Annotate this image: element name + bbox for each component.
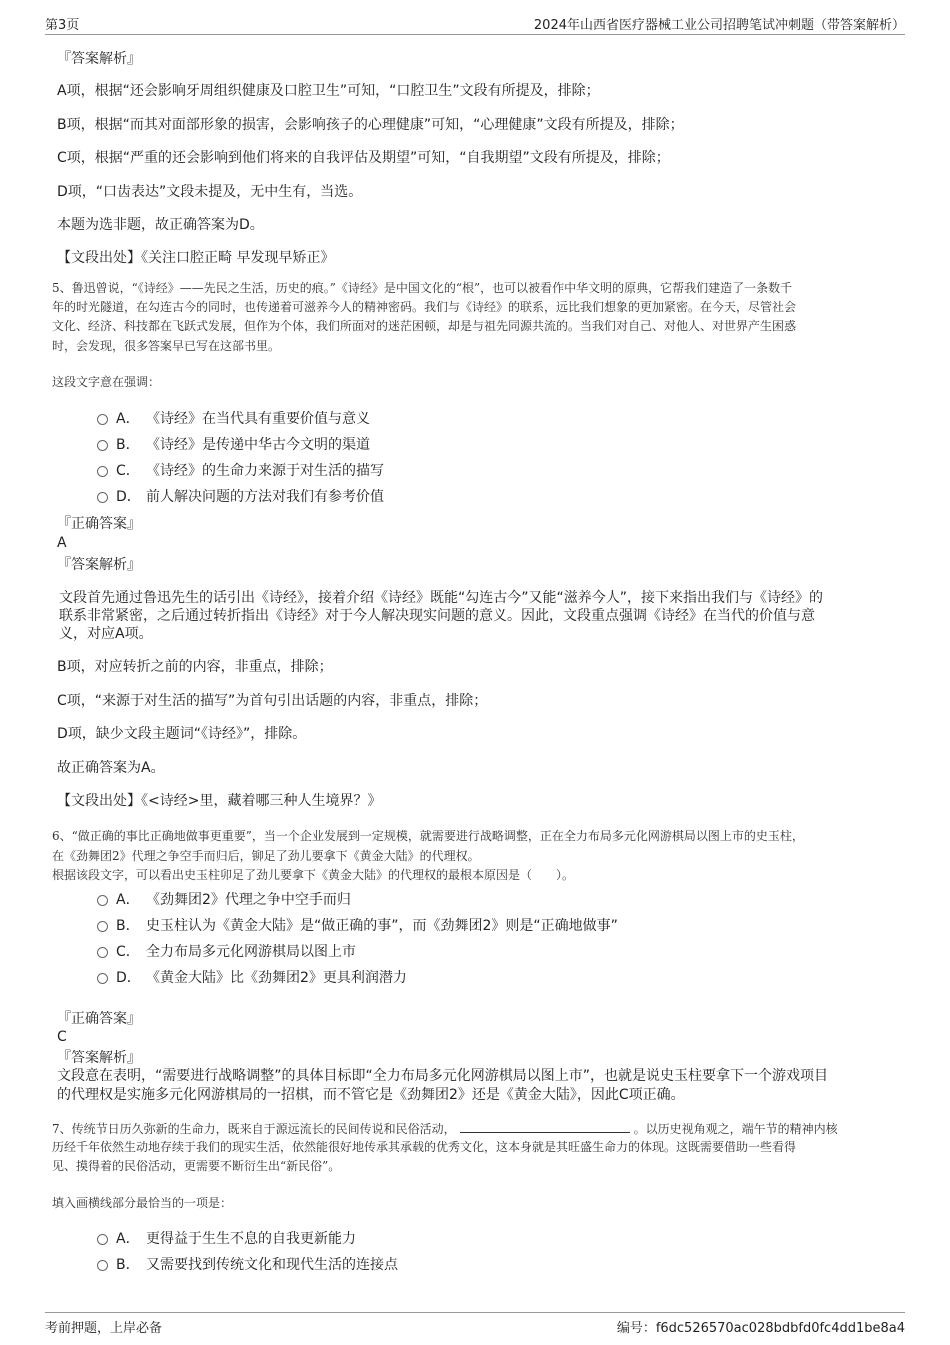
document-title: 2024年山西省医疗器械工业公司招聘笔试冲刺题（带答案解析） (533, 18, 905, 33)
q6-analysis-line2: 的代理权是实施多元化网游棋局的一招棋，而不管它是《劲舞团2》还是《黄金大陆》，因此C项正确。 (57, 1087, 685, 1103)
radio-icon[interactable] (97, 1260, 108, 1271)
q4-analysis-d: D项，“口齿表达”文段未提及，无中生有，当选。 (57, 184, 363, 200)
radio-icon[interactable] (97, 895, 108, 906)
q5-stem-line4: 时，会发现，很多答案早已写在这部书里。 (52, 339, 281, 353)
document-code: 编号：f6dc526570ac028bdbfd0fc4dd1be8a4 (616, 1321, 905, 1336)
radio-icon[interactable] (97, 921, 108, 932)
q5-stem-line2: 年的时光隧道，在勾连古今的同时，也传递着可滋养今人的精神密码。我们与《诗经》的联系，远比我们想象的更加紧密。在今天，尽管社会 (52, 300, 797, 314)
q5-analysis-b: B项，对应转折之前的内容，非重点，排除； (57, 659, 333, 675)
q6-analysis-heading: 『答案解析』 (57, 1050, 141, 1066)
q7-stem-line3: 见、摸得着的民俗活动，更需要不断衍生出“新民俗”。 (52, 1159, 341, 1173)
q5-option-d[interactable]: D． 前人解决问题的方法对我们有参考价值 (97, 488, 384, 506)
radio-icon[interactable] (97, 440, 108, 451)
q7-option-a[interactable]: A． 更得益于生生不息的自我更新能力 (97, 1230, 356, 1248)
footer-slogan: 考前押题，上岸必备 (45, 1321, 163, 1336)
q6-stem-line3: 根据该段文字，可以看出史玉柱卯足了劲儿要拿下《黄金大陆》的代理权的最根本原因是（ ）。 (52, 868, 575, 882)
q5-option-b[interactable]: B． 《诗经》是传递中华古今文明的渠道 (97, 436, 370, 454)
q5-source: 【文段出处】《<诗经>里，藏着哪三种人生境界？》 (57, 793, 382, 809)
radio-icon[interactable] (97, 414, 108, 425)
q6-stem-line2: 在《劲舞团2》代理之争空手而归后，铆足了劲儿要拿下《黄金大陆》的代理权。 (52, 849, 480, 863)
q5-answer: A (57, 535, 67, 551)
q5-answer-heading: 『正确答案』 (57, 516, 141, 532)
q6-analysis-line1: 文段意在表明，“需要进行战略调整”的具体目标即“全力布局多元化网游棋局以图上市”，也就是说史玉柱要拿下一个游戏项目 (57, 1068, 829, 1084)
q5-stem-line3: 文化、经济、科技都在飞跃式发展，但作为个体，我们所面对的迷茫困顿，却是与祖先同源共流的。当我们对自己、对他人、对世界产生困惑 (52, 319, 797, 333)
page-footer (45, 1312, 905, 1337)
q6-option-a[interactable]: A． 《劲舞团2》代理之争中空手而归 (97, 891, 351, 909)
q5-analysis-line3: 义，对应A项。 (59, 626, 153, 642)
q5-analysis-heading: 『答案解析』 (57, 557, 141, 573)
q5-option-c[interactable]: C． 《诗经》的生命力来源于对生活的描写 (97, 462, 384, 480)
q5-option-a[interactable]: A． 《诗经》在当代具有重要价值与意义 (97, 410, 370, 428)
radio-icon[interactable] (97, 947, 108, 958)
q6-answer: C (57, 1029, 67, 1045)
q6-stem-line1: 6、“做正确的事比正确地做事更重要”，当一个企业发展到一定规模，就需要进行战略调整，正在全力布局多元化网游棋局以图上市的史玉柱， (52, 829, 804, 843)
q4-conclusion: 本题为选非题，故正确答案为D。 (57, 217, 264, 233)
q5-conclusion: 故正确答案为A。 (57, 760, 165, 776)
q4-analysis-a: A项，根据“还会影响牙周组织健康及口腔卫生”可知，“口腔卫生”文段有所提及，排除； (57, 83, 600, 99)
q6-answer-heading: 『正确答案』 (57, 1011, 141, 1027)
page-number: 第3页 (45, 18, 80, 33)
q5-analysis-d: D项，缺少文段主题词“《诗经》”，排除。 (57, 726, 307, 742)
q5-analysis-c: C项，“来源于对生活的描写”为首句引出话题的内容，非重点，排除； (57, 693, 488, 709)
radio-icon[interactable] (97, 973, 108, 984)
q4-analysis-heading: 『答案解析』 (57, 51, 141, 67)
answer-blank (460, 1120, 630, 1133)
q4-analysis-c: C项，根据“严重的还会影响到他们将来的自我评估及期望”可知，“自我期望”文段有所提及，排除； (57, 150, 670, 166)
q5-analysis-line2: 联系非常紧密，之后通过转折指出《诗经》对于今人解决现实问题的意义。因此，文段重点强调《诗经》在当代的价值与意 (59, 608, 815, 624)
q6-option-c[interactable]: C． 全力布局多元化网游棋局以图上市 (97, 943, 356, 961)
radio-icon[interactable] (97, 492, 108, 503)
q4-source: 【文段出处】《关注口腔正畸 早发现早矫正》 (57, 250, 335, 266)
radio-icon[interactable] (97, 1234, 108, 1245)
page-header (45, 14, 905, 35)
radio-icon[interactable] (97, 466, 108, 477)
q7-stem-line1: 7、传统节日历久弥新的生命力，既来自于源远流长的民间传说和民俗活动， 。以历史视角观之，端午节的精神内核 (52, 1122, 838, 1136)
q6-option-b[interactable]: B． 史玉柱认为《黄金大陆》是“做正确的事”，而《劲舞团2》则是“正确地做事” (97, 917, 618, 935)
q4-analysis-b: B项，根据“而其对面部形象的损害，会影响孩子的心理健康”可知，“心理健康”文段有所提及，排除； (57, 117, 684, 133)
q7-question: 填入画横线部分最恰当的一项是： (52, 1196, 233, 1210)
q5-analysis-line1: 文段首先通过鲁迅先生的话引出《诗经》，接着介绍《诗经》既能“勾连古今”又能“滋养今人”，接下来指出我们与《诗经》的 (59, 590, 824, 606)
q7-option-b[interactable]: B． 又需要找到传统文化和现代生活的连接点 (97, 1256, 398, 1274)
q5-question: 这段文字意在强调： (52, 375, 161, 389)
q6-option-d[interactable]: D． 《黄金大陆》比《劲舞团2》更具利润潜力 (97, 969, 407, 987)
q5-stem-line1: 5、鲁迅曾说，“《诗经》——先民之生活，历史的痕。”《诗经》是中国文化的“根”，也可以被看作中华文明的原典，它帮我们建造了一条数千 (52, 281, 793, 295)
q7-stem-line2: 历经千年依然生动地存续于我们的现实生活，依然能很好地传承其承载的优秀文化，这本身就是其旺盛生命力的体现。这既需要借助一些看得 (52, 1140, 797, 1154)
